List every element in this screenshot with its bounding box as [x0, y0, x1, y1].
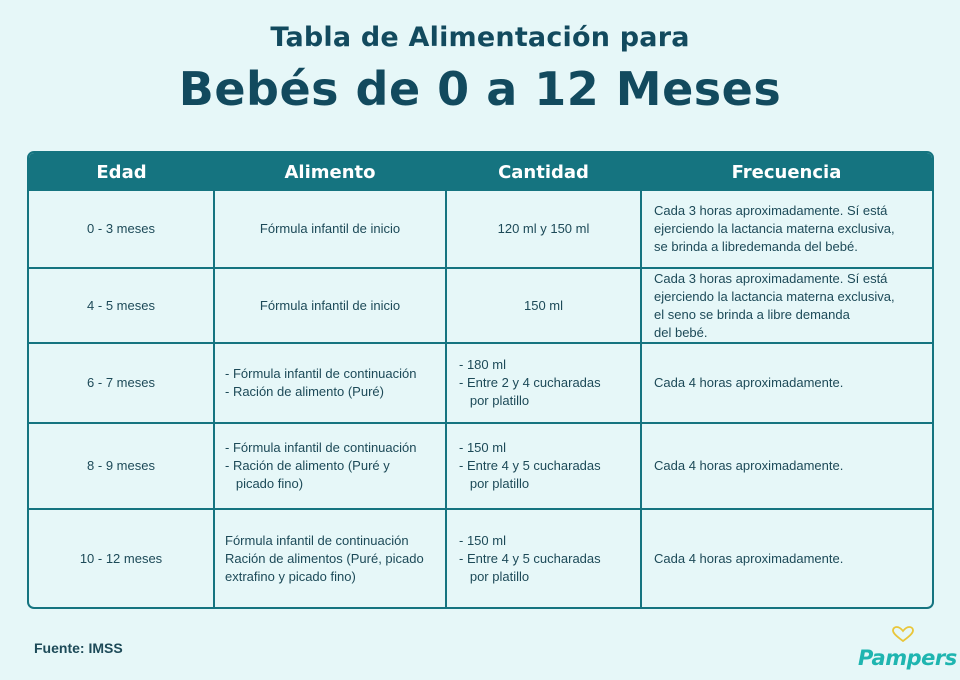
table-row: [29, 191, 932, 268]
cell-line: - 150 ml: [459, 532, 506, 548]
cell-frecuencia: [641, 268, 932, 343]
cell-line: - Ración de alimento (Puré y: [225, 458, 390, 473]
cell-line: 150 ml: [523, 297, 564, 313]
cell-line: se brinda a libredemanda del bebé.: [654, 239, 858, 254]
cell-line: Cada 4 horas aproximadamente.: [654, 375, 844, 390]
table-row: [29, 268, 932, 343]
cell-line: - Entre 4 y 5 cucharadas: [459, 458, 601, 473]
table-row: [29, 343, 932, 423]
cell-line: Cada 4 horas aproximadamente.: [654, 458, 844, 473]
header-cantidad: Cantidad: [446, 153, 641, 191]
cell-line: Cada 3 horas aproximadamente. Sí está: [654, 270, 888, 286]
cell-cantidad: [446, 509, 641, 607]
header-edad: Edad: [29, 153, 214, 191]
cell-line: por platillo: [459, 393, 530, 408]
cell-frecuencia: [641, 423, 932, 509]
cell-line: - Entre 4 y 5 cucharadas: [459, 550, 601, 566]
cell-line: Cada 3 horas aproximadamente. Sí está: [654, 203, 888, 218]
heart-icon: [892, 626, 914, 642]
cell-alimento: [214, 509, 446, 607]
cell-line: ejerciendo la lactancia materna exclusiva,: [654, 288, 895, 304]
cell-cantidad: [446, 423, 641, 509]
cell-line: Fórmula infantil de inicio: [259, 221, 401, 236]
cell-frecuencia: [641, 509, 932, 607]
cell-line: - 180 ml: [459, 357, 506, 372]
cell-line: - Entre 2 y 4 cucharadas: [459, 375, 601, 390]
cell-line: - Fórmula infantil de continuación: [225, 440, 417, 455]
cell-line: - Fórmula infantil de continuación: [225, 366, 417, 381]
cell-line: - Ración de alimento (Puré): [225, 384, 384, 399]
cell-line: por platillo: [459, 568, 530, 584]
source-note: Fuente: IMSS: [34, 640, 123, 656]
title-line-1: Tabla de Alimentación para: [270, 22, 690, 53]
title-line-2: Bebés de 0 a 12 Meses: [178, 62, 782, 116]
cell-edad: 4 - 5 meses: [29, 268, 214, 343]
cell-line: extrafino y picado fino): [225, 568, 356, 584]
header-alimento: Alimento: [214, 153, 446, 191]
cell-edad: 10 - 12 meses: [29, 509, 214, 607]
cell-alimento: [214, 343, 446, 423]
pampers-logo: [858, 626, 957, 670]
cell-line: - 150 ml: [459, 440, 506, 455]
cell-line: 120 ml y 150 ml: [497, 221, 590, 236]
cell-line: el seno se brinda a libre demanda: [654, 306, 850, 322]
cell-alimento: [214, 191, 446, 268]
cell-alimento: [214, 423, 446, 509]
header-frecuencia: Frecuencia: [641, 153, 932, 191]
logo-wordmark: Pampers: [858, 646, 957, 670]
cell-cantidad: [446, 268, 641, 343]
cell-line: del bebé.: [654, 324, 708, 340]
cell-cantidad: [446, 343, 641, 423]
cell-frecuencia: [641, 343, 932, 423]
table-row: [29, 423, 932, 509]
feeding-table: [27, 151, 934, 609]
cell-line: ejerciendo la lactancia materna exclusiva,: [654, 221, 895, 236]
cell-line: Fórmula infantil de continuación: [225, 532, 409, 548]
cell-line: Cada 4 horas aproximadamente.: [654, 550, 844, 566]
cell-line: Fórmula infantil de inicio: [259, 297, 401, 313]
cell-line: Ración de alimentos (Puré, picado: [225, 550, 424, 566]
cell-alimento: [214, 268, 446, 343]
table-row: [29, 509, 932, 607]
cell-edad: 0 - 3 meses: [29, 191, 214, 268]
cell-edad: 8 - 9 meses: [29, 423, 214, 509]
cell-edad: 6 - 7 meses: [29, 343, 214, 423]
table-header-row: [29, 153, 932, 191]
cell-line: por platillo: [459, 476, 530, 491]
cell-frecuencia: [641, 191, 932, 268]
cell-line: picado fino): [225, 476, 304, 491]
cell-cantidad: [446, 191, 641, 268]
